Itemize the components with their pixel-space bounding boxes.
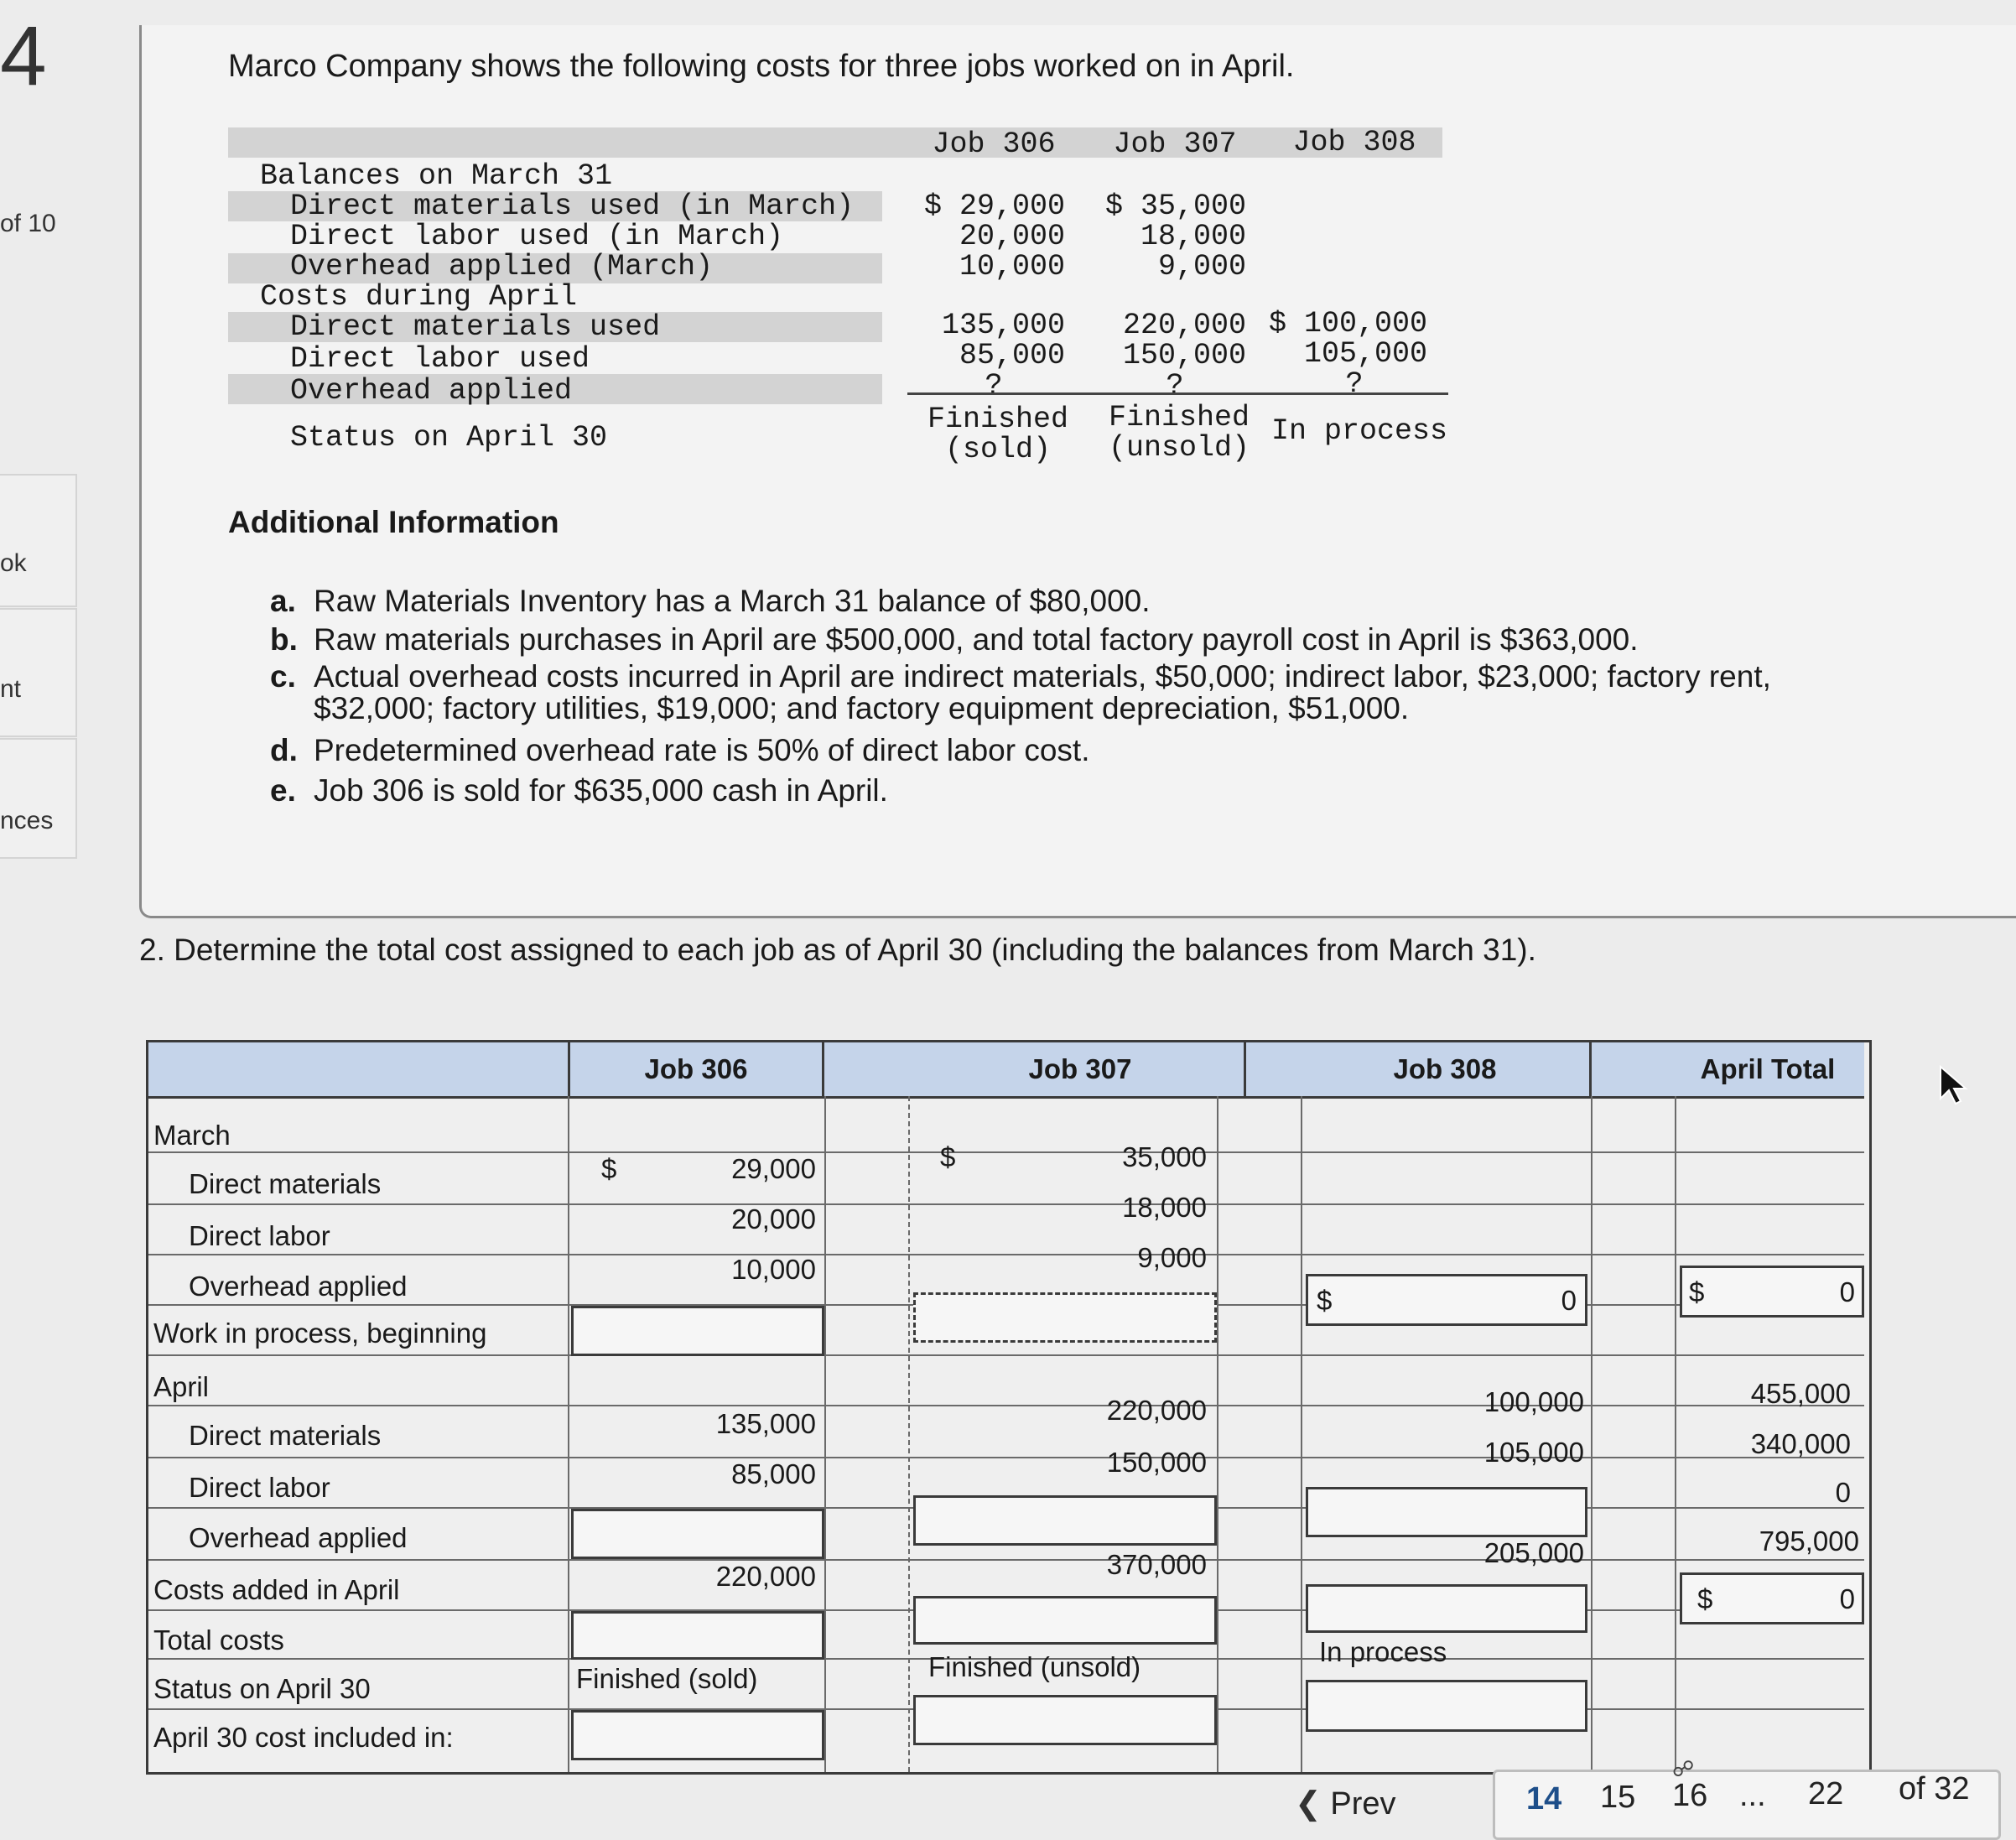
page-ellipsis: ... bbox=[1739, 1778, 1766, 1813]
job307-dl-april[interactable]: 150,000 bbox=[1106, 1447, 1207, 1478]
col-rule bbox=[1591, 1096, 1593, 1772]
header-stripe bbox=[228, 127, 1442, 158]
currency-symbol: $ bbox=[940, 1141, 956, 1172]
job308-wip-input[interactable] bbox=[1306, 1274, 1587, 1326]
currency-symbol: $ bbox=[1697, 1583, 1713, 1614]
problem-intro: Marco Company shows the following costs for three jobs worked on in April. bbox=[228, 49, 1295, 84]
info-letter: d. bbox=[270, 733, 298, 767]
col-header-job307: Job 307 bbox=[1113, 127, 1237, 161]
header-blank bbox=[148, 1042, 570, 1099]
job307-dm[interactable]: 35,000 bbox=[1122, 1141, 1207, 1172]
job308-status[interactable]: In process bbox=[1319, 1636, 1447, 1667]
page-of-total: of 32 bbox=[1899, 1771, 1970, 1806]
job308-costs-added[interactable]: 205,000 bbox=[1483, 1537, 1584, 1568]
row-overhead-applied-april: Overhead applied bbox=[189, 1522, 408, 1553]
page-16[interactable]: 16 bbox=[1672, 1778, 1708, 1813]
job308-oh-april-input[interactable] bbox=[1306, 1487, 1587, 1537]
sidebar-item-references-label: nces bbox=[0, 807, 54, 834]
job306-oh-april-input[interactable] bbox=[571, 1509, 824, 1559]
col-rule bbox=[1675, 1096, 1676, 1772]
sidebar-item-book[interactable] bbox=[0, 474, 77, 607]
row-costs-added: Costs added in April bbox=[153, 1574, 400, 1605]
status-job308: In process bbox=[1271, 414, 1448, 448]
row-label: Overhead applied (March) bbox=[290, 250, 714, 283]
cell: ? bbox=[985, 369, 1003, 403]
cell: ? bbox=[1166, 369, 1184, 403]
link-icon: ☍ bbox=[1672, 1756, 1695, 1781]
page-of-label: of 10 bbox=[0, 210, 56, 237]
cell: 105,000 bbox=[1303, 337, 1427, 371]
info-item-a bbox=[270, 584, 1151, 619]
cell: 85,000 bbox=[959, 339, 1065, 372]
row-direct-labor-april: Direct labor bbox=[189, 1472, 330, 1503]
section-label-march: Balances on March 31 bbox=[260, 159, 613, 193]
row-label: Direct materials used (in March) bbox=[290, 190, 855, 223]
row-label: Direct labor used (in March) bbox=[290, 220, 784, 253]
answer-table bbox=[146, 1040, 1872, 1775]
row-rule bbox=[148, 1559, 1864, 1561]
additional-info-heading: Additional Information bbox=[228, 505, 559, 539]
job306-oh[interactable]: 10,000 bbox=[731, 1254, 816, 1285]
info-text: $32,000; factory utilities, $19,000; and factory equipment depreciation, $51,000. bbox=[314, 691, 1410, 725]
job306-included-input[interactable] bbox=[571, 1710, 824, 1760]
job307-status[interactable]: Finished (unsold) bbox=[928, 1651, 1141, 1682]
row-label: Direct materials used bbox=[290, 310, 661, 344]
row-direct-materials-april: Direct materials bbox=[189, 1420, 382, 1451]
question-text: 2. Determine the total cost assigned to each job as of April 30 (including the balances from March 31). bbox=[139, 933, 1536, 967]
row-total-costs: Total costs bbox=[153, 1624, 284, 1655]
col-header-job308: Job 308 bbox=[1292, 126, 1416, 159]
col-rule bbox=[824, 1096, 826, 1772]
row-rule bbox=[148, 1405, 1864, 1406]
total-dm-april[interactable]: 455,000 bbox=[1750, 1378, 1851, 1409]
cell: 220,000 bbox=[1122, 309, 1246, 342]
job306-dm[interactable]: 29,000 bbox=[731, 1153, 816, 1184]
header-job308: Job 308 bbox=[1301, 1042, 1592, 1099]
cell: 150,000 bbox=[1122, 339, 1246, 372]
row-label: Overhead applied bbox=[290, 374, 573, 408]
col-header-job306: Job 306 bbox=[932, 127, 1056, 161]
prev-label: Prev bbox=[1330, 1786, 1396, 1822]
cell: 18,000 bbox=[1140, 220, 1246, 253]
total-wip[interactable]: 0 bbox=[1839, 1276, 1855, 1307]
job307-total-input[interactable] bbox=[913, 1596, 1217, 1645]
info-text: Raw materials purchases in April are $500,000, and total factory payroll cost in April is $363,000. bbox=[314, 622, 1639, 657]
job307-wip-input[interactable] bbox=[913, 1292, 1217, 1343]
cell: 135,000 bbox=[941, 309, 1065, 342]
job308-total-input[interactable] bbox=[1306, 1584, 1587, 1633]
status-job306-sub: (sold) bbox=[944, 433, 1052, 466]
row-direct-materials: Direct materials bbox=[189, 1168, 382, 1199]
chevron-left-icon: ❮ bbox=[1295, 1786, 1322, 1822]
job306-status[interactable]: Finished (sold) bbox=[576, 1663, 758, 1694]
row-rule bbox=[148, 1254, 1864, 1255]
table-rule bbox=[907, 392, 1448, 395]
cell: 20,000 bbox=[959, 220, 1065, 253]
total-costs-input[interactable] bbox=[1680, 1572, 1864, 1624]
row-rule bbox=[148, 1354, 1864, 1356]
job306-dl-april[interactable]: 85,000 bbox=[731, 1458, 816, 1489]
header-job307: Job 307 bbox=[917, 1042, 1246, 1099]
status-job307: Finished bbox=[1108, 401, 1250, 434]
job308-wip[interactable]: 0 bbox=[1561, 1285, 1577, 1316]
info-item-c bbox=[270, 659, 1771, 694]
header-april-total: April Total bbox=[1671, 1042, 1864, 1099]
job308-dm-april[interactable]: 100,000 bbox=[1483, 1386, 1584, 1417]
info-item-c-cont bbox=[270, 691, 1409, 726]
job308-dl-april[interactable]: 105,000 bbox=[1483, 1437, 1584, 1468]
currency-symbol: $ bbox=[601, 1153, 617, 1184]
row-label-status: Status on April 30 bbox=[290, 421, 608, 455]
col-rule bbox=[1301, 1096, 1302, 1772]
job307-costs-added[interactable]: 370,000 bbox=[1106, 1549, 1207, 1580]
row-march: March bbox=[153, 1120, 231, 1151]
prev-button[interactable] bbox=[1295, 1785, 1396, 1822]
row-rule bbox=[148, 1203, 1864, 1205]
status-job306: Finished bbox=[927, 403, 1069, 436]
job307-oh[interactable]: 9,000 bbox=[1137, 1242, 1207, 1273]
info-item-e bbox=[270, 773, 888, 808]
job307-included-input[interactable] bbox=[913, 1695, 1217, 1745]
page-14[interactable]: 14 bbox=[1526, 1781, 1562, 1817]
currency-symbol: $ bbox=[1689, 1276, 1705, 1307]
page-22[interactable]: 22 bbox=[1808, 1776, 1844, 1811]
job306-costs-added[interactable]: 220,000 bbox=[715, 1561, 816, 1592]
cell: $ 29,000 bbox=[923, 190, 1065, 223]
job307-dm-april[interactable]: 220,000 bbox=[1106, 1395, 1207, 1426]
info-letter: a. bbox=[270, 584, 296, 618]
job306-dm-april[interactable]: 135,000 bbox=[715, 1408, 816, 1439]
currency-symbol: $ bbox=[1317, 1285, 1333, 1316]
row-wip-beginning: Work in process, beginning bbox=[153, 1318, 487, 1349]
row-status: Status on April 30 bbox=[153, 1673, 371, 1704]
cell: 9,000 bbox=[1157, 250, 1246, 283]
row-label: Direct labor used bbox=[290, 342, 590, 376]
row-overhead-applied: Overhead applied bbox=[189, 1271, 408, 1302]
info-text: Actual overhead costs incurred in April are indirect materials, $50,000; indirect labor, $23,000; factory rent, bbox=[314, 659, 1771, 694]
cell: $ 100,000 bbox=[1268, 307, 1427, 340]
col-rule bbox=[908, 1096, 910, 1772]
job306-total-input[interactable] bbox=[571, 1611, 824, 1660]
total-costs-added[interactable]: 795,000 bbox=[1759, 1526, 1859, 1557]
cell: 10,000 bbox=[959, 250, 1065, 283]
cell: $ 35,000 bbox=[1104, 190, 1246, 223]
sidebar-item-print-label: nt bbox=[0, 675, 22, 703]
row-cost-included: April 30 cost included in: bbox=[153, 1722, 454, 1753]
cell: ? bbox=[1345, 367, 1364, 401]
job308-included-input[interactable] bbox=[1306, 1680, 1587, 1732]
job306-wip-input[interactable] bbox=[571, 1306, 824, 1356]
job306-dl[interactable]: 20,000 bbox=[731, 1203, 816, 1234]
info-text: Raw Materials Inventory has a March 31 balance of $80,000. bbox=[314, 584, 1151, 618]
row-direct-labor: Direct labor bbox=[189, 1220, 330, 1251]
mouse-cursor-icon bbox=[1939, 1065, 1969, 1107]
sidebar-item-print[interactable] bbox=[0, 608, 77, 737]
sidebar-item-references[interactable] bbox=[0, 738, 77, 859]
sidebar-item-book-label: ok bbox=[0, 549, 27, 577]
row-rule bbox=[148, 1457, 1864, 1458]
job307-oh-april-input[interactable] bbox=[913, 1495, 1217, 1546]
info-letter: b. bbox=[270, 622, 298, 657]
total-total[interactable]: 0 bbox=[1839, 1583, 1855, 1614]
total-wip-input[interactable] bbox=[1680, 1266, 1864, 1318]
info-item-b bbox=[270, 622, 1639, 658]
row-april: April bbox=[153, 1371, 210, 1402]
info-letter: e. bbox=[270, 773, 296, 808]
info-text: Job 306 is sold for $635,000 cash in April. bbox=[314, 773, 888, 808]
total-dl-april[interactable]: 340,000 bbox=[1750, 1428, 1851, 1459]
info-text: Predetermined overhead rate is 50% of direct labor cost. bbox=[314, 733, 1090, 767]
col-rule bbox=[1217, 1096, 1218, 1772]
row-rule bbox=[148, 1151, 1864, 1153]
section-label-april: Costs during April bbox=[260, 280, 578, 314]
info-letter: c. bbox=[270, 659, 296, 694]
job307-dl[interactable]: 18,000 bbox=[1122, 1192, 1207, 1223]
info-item-d bbox=[270, 733, 1090, 768]
status-job307-sub: (unsold) bbox=[1108, 431, 1250, 465]
header-job306: Job 306 bbox=[570, 1042, 824, 1099]
col-rule bbox=[568, 1096, 569, 1772]
page-15[interactable]: 15 bbox=[1600, 1780, 1636, 1815]
question-number: 4 bbox=[0, 9, 47, 103]
total-oh-april[interactable]: 0 bbox=[1835, 1477, 1851, 1508]
